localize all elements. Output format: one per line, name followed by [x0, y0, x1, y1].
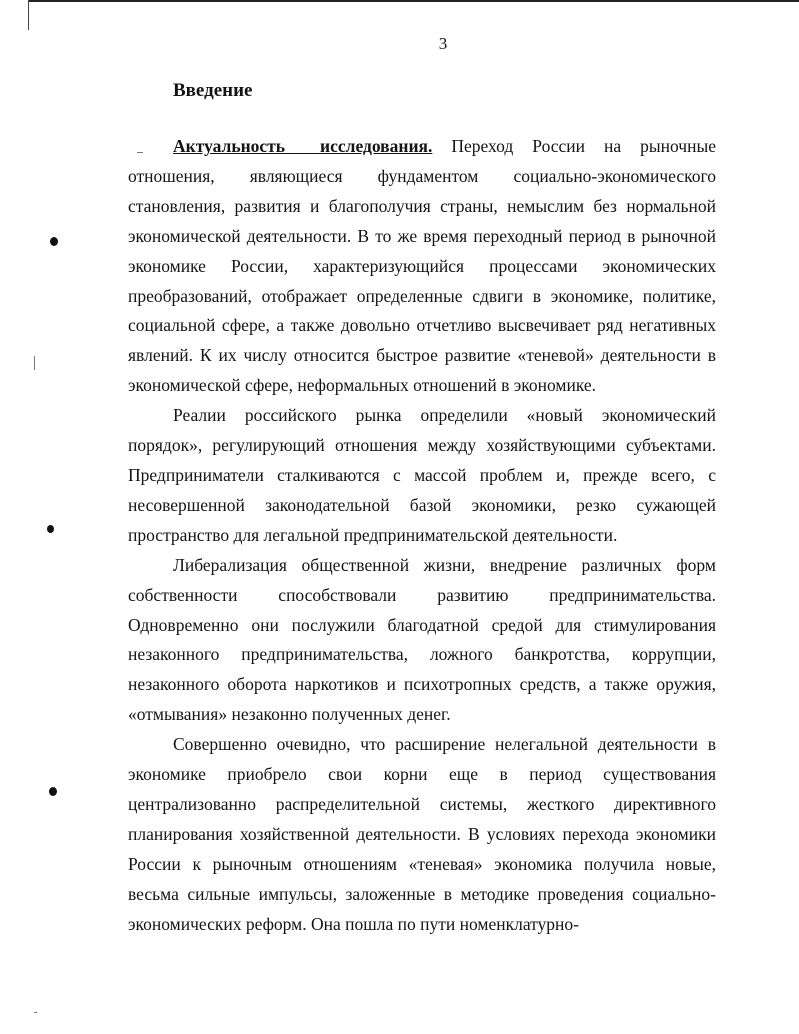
body-text [128, 132, 716, 939]
paragraph-text: Переход России на рыночные отношения, являющиеся фундаментом социально-экономического становления, развития и благополучия страны, немыслим без нормальной экономической деятельности. В то же время переходный период в рыночной экономике России, характеризующийся процессами экономических преобразований, отображает определенные сдвиги в экономике, политике, социальной сфере, а также довольно отчетливо высвечивает ряд негативных явлений. К их числу относится быстрое развитие «теневой» деятельности в экономической сфере, неформальных отношений в экономике. [128, 136, 716, 396]
top-border-line [28, 0, 799, 2]
binder-hole-mark [47, 525, 54, 533]
paragraph-lead: Актуальность исследования. [173, 136, 433, 156]
page-number: 3 [438, 34, 448, 53]
paragraph-4: Совершенно очевидно, что расширение нелегальной деятельности в экономике приобрело свои корни еще в период существования централизованно распределительной системы, жесткого директивного планирования хозяйственной деятельности. В условиях перехода экономики России к рыночным отношениям «теневая» экономика получила новые, весьма сильные импульсы, заложенные в методике проведения социально-экономических реформ. Она пошла по пути номенклатурно- [128, 734, 716, 934]
scan-speck [34, 1012, 37, 1013]
binder-hole-mark [49, 787, 57, 796]
left-border-line [28, 0, 29, 30]
paragraph-1 [128, 132, 716, 401]
binder-hole-mark [50, 237, 58, 246]
paragraph-2: Реалии российского рынка определили «новый экономический порядок», регулирующий отношения между хозяйствующими субъектами. Предприниматели сталкиваются с массой проблем и, прежде всего, с несовершенной законодательной базой экономики, резко сужающей пространство для легальной предпринимательской деятельности. [128, 405, 716, 545]
scan-speck [137, 152, 143, 153]
paragraph-3: Либерализация общественной жизни, внедрение различных форм собственности способствовали развитию предпринимательства. Одновременно они послужили благодатной средой для стимулирования незаконного предпринимательства, ложного банкротства, коррупции, незаконного оборота наркотиков и психотропных средств, а также оружия, «отмывания» незаконно полученных денег. [128, 554, 716, 725]
scan-speck [34, 356, 35, 370]
section-heading: Введение [173, 80, 253, 101]
